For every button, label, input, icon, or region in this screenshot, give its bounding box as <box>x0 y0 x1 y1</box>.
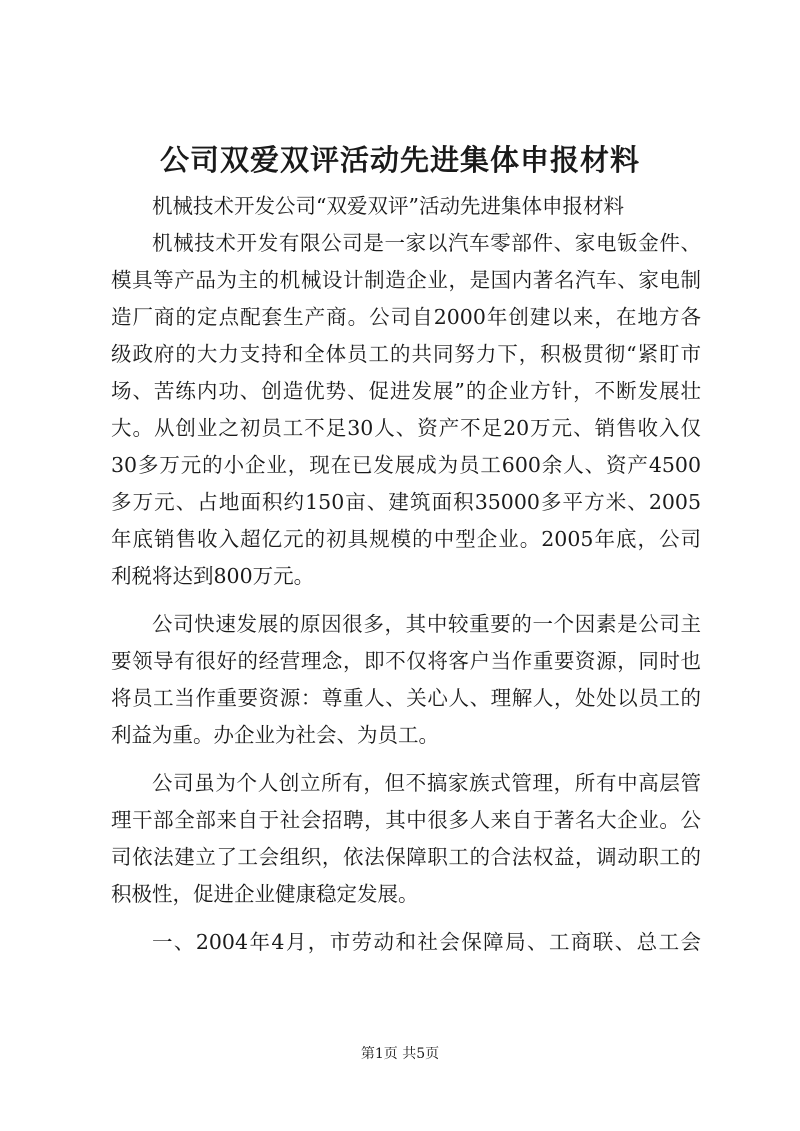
document-title: 公司双爱双评活动先进集体申报材料 <box>159 143 640 177</box>
paragraph-line: 机械技术开发有限公司是一家以汽车零部件、家电钣金件、 <box>152 231 701 255</box>
paragraph-line: 利益为重。办企业为社会、为员工。 <box>111 723 439 747</box>
page-number-footer: 第1页 共5页 <box>360 1046 440 1062</box>
paragraph-line: 公司快速发展的原因很多，其中较重要的一个因素是公司主 <box>152 612 701 636</box>
paragraph-spacing <box>111 595 701 606</box>
paragraph-line: 司依法建立了工会组织，依法保障职工的合法权益，调动职工的 <box>111 845 701 869</box>
paragraph-line: 多万元、占地面积约150亩、建筑面积35000多平方米、2005 <box>111 490 701 514</box>
paragraph-line: 级政府的大力支持和全体员工的共同努力下，积极贯彻“紧盯市 <box>111 342 701 366</box>
paragraph-governance <box>111 765 701 913</box>
paragraph-line: 一、2004年4月，市劳动和社会保障局、工商联、总工会 <box>152 930 701 954</box>
paragraph-line: 理干部全部来自于社会招聘，其中很多人来自于著名大企业。公 <box>111 808 701 832</box>
paragraph-spacing <box>111 754 701 765</box>
paragraph-section-one <box>111 924 701 961</box>
paragraph-line: 机械技术开发公司“双爱双评”活动先进集体申报材料 <box>152 194 624 218</box>
paragraph-line: 利税将达到800万元。 <box>111 564 315 588</box>
paragraph-line: 模具等产品为主的机械设计制造企业，是国内著名汽车、家电制 <box>111 268 701 292</box>
paragraph-line: 要领导有很好的经营理念，即不仅将客户当作重要资源，同时也 <box>111 649 701 673</box>
paragraph-line: 大。从创业之初员工不足30人、资产不足20万元、销售收入仅 <box>111 416 701 440</box>
paragraph-spacing <box>111 913 701 924</box>
paragraph-line: 年底销售收入超亿元的初具规模的中型企业。2005年底，公司 <box>111 527 701 551</box>
paragraph-subtitle <box>111 188 701 225</box>
paragraph-line: 积极性，促进企业健康稳定发展。 <box>111 882 419 906</box>
paragraph-line: 场、苦练内功、创造优势、促进发展”的企业方针，不断发展壮 <box>111 379 701 403</box>
paragraph-management-philosophy <box>111 606 701 754</box>
paragraph-line: 造厂商的定点配套生产商。公司自2000年创建以来，在地方各 <box>111 305 701 329</box>
paragraph-line: 将员工当作重要资源：尊重人、关心人、理解人，处处以员工的 <box>111 686 701 710</box>
paragraph-company-intro <box>111 225 701 595</box>
paragraph-line: 30多万元的小企业，现在已发展成为员工600余人、资产4500 <box>111 453 701 477</box>
document-body <box>111 188 701 961</box>
paragraph-line: 公司虽为个人创立所有，但不搞家族式管理，所有中高层管 <box>152 771 701 795</box>
